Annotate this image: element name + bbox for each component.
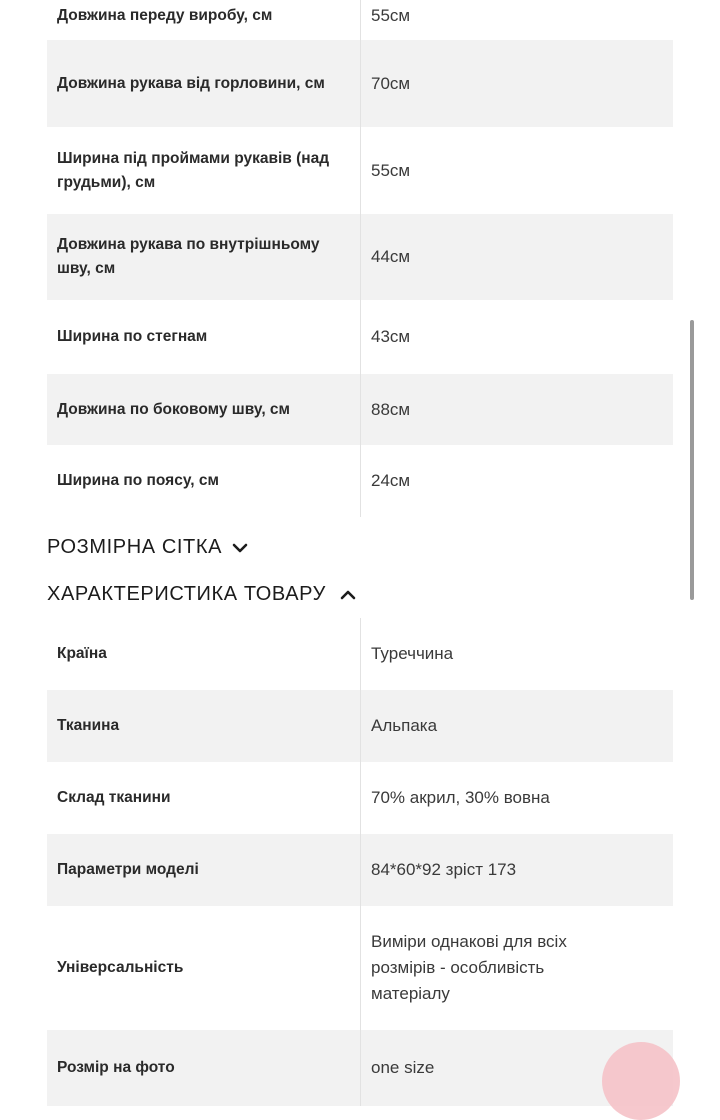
row-label: Параметри моделі bbox=[57, 861, 199, 878]
table-row bbox=[47, 834, 673, 906]
table-row bbox=[47, 127, 673, 214]
row-value: Виміри однакові для всіх розмірів - особливість матеріалу bbox=[360, 906, 673, 1030]
chevron-up-icon bbox=[338, 585, 358, 605]
row-label: Склад тканини bbox=[57, 789, 171, 806]
chevron-down-icon bbox=[230, 538, 250, 558]
row-label: Розмір на фото bbox=[57, 1059, 175, 1076]
row-label: Ширина по поясу, см bbox=[57, 472, 219, 489]
size-grid-toggle[interactable] bbox=[47, 536, 250, 559]
table-row bbox=[47, 374, 673, 445]
row-value: 70см bbox=[360, 40, 673, 127]
table-row bbox=[47, 445, 673, 517]
row-value: 84*60*92 зріст 173 bbox=[360, 834, 673, 906]
table-row bbox=[47, 300, 673, 374]
scrollbar[interactable] bbox=[690, 320, 694, 600]
table-row bbox=[47, 0, 673, 40]
row-value: 43см bbox=[360, 300, 673, 374]
floating-action-button[interactable] bbox=[602, 1042, 680, 1120]
table-row bbox=[47, 1030, 673, 1106]
row-label: Тканина bbox=[57, 717, 120, 734]
characteristics-title: ХАРАКТЕРИСТИКА ТОВАРУ bbox=[47, 583, 326, 605]
row-value: 88см bbox=[360, 374, 673, 445]
table-row bbox=[47, 618, 673, 690]
row-label: Країна bbox=[57, 645, 107, 662]
row-label: Ширина під проймами рукавів (над грудьми), см bbox=[57, 149, 330, 191]
row-label: Довжина по боковому шву, см bbox=[57, 400, 291, 418]
table-row bbox=[47, 40, 673, 127]
row-value: 44см bbox=[360, 214, 673, 300]
table-row bbox=[47, 906, 673, 1030]
dimensions-table bbox=[47, 0, 673, 517]
row-label: Універсальність bbox=[57, 959, 184, 976]
row-value: one size bbox=[360, 1030, 673, 1106]
size-grid-title: РОЗМІРНА СІТКА bbox=[47, 536, 223, 558]
row-label: Довжина переду виробу, см bbox=[57, 7, 273, 24]
row-value: 55см bbox=[360, 0, 673, 40]
characteristics-toggle[interactable] bbox=[47, 583, 358, 606]
row-value: 55см bbox=[360, 127, 673, 214]
table-row bbox=[47, 762, 673, 834]
row-value: Туреччина bbox=[360, 618, 673, 690]
row-value: 70% акрил, 30% вовна bbox=[360, 762, 673, 834]
characteristics-table bbox=[47, 618, 673, 1106]
row-label: Довжина рукава від горловини, см bbox=[57, 74, 325, 92]
table-row bbox=[47, 690, 673, 762]
row-label: Ширина по стегнам bbox=[57, 328, 208, 345]
row-value: Альпака bbox=[360, 690, 673, 762]
row-label: Довжина рукава по внутрішньому шву, см bbox=[57, 236, 320, 277]
table-row bbox=[47, 214, 673, 300]
row-value: 24см bbox=[360, 445, 673, 517]
